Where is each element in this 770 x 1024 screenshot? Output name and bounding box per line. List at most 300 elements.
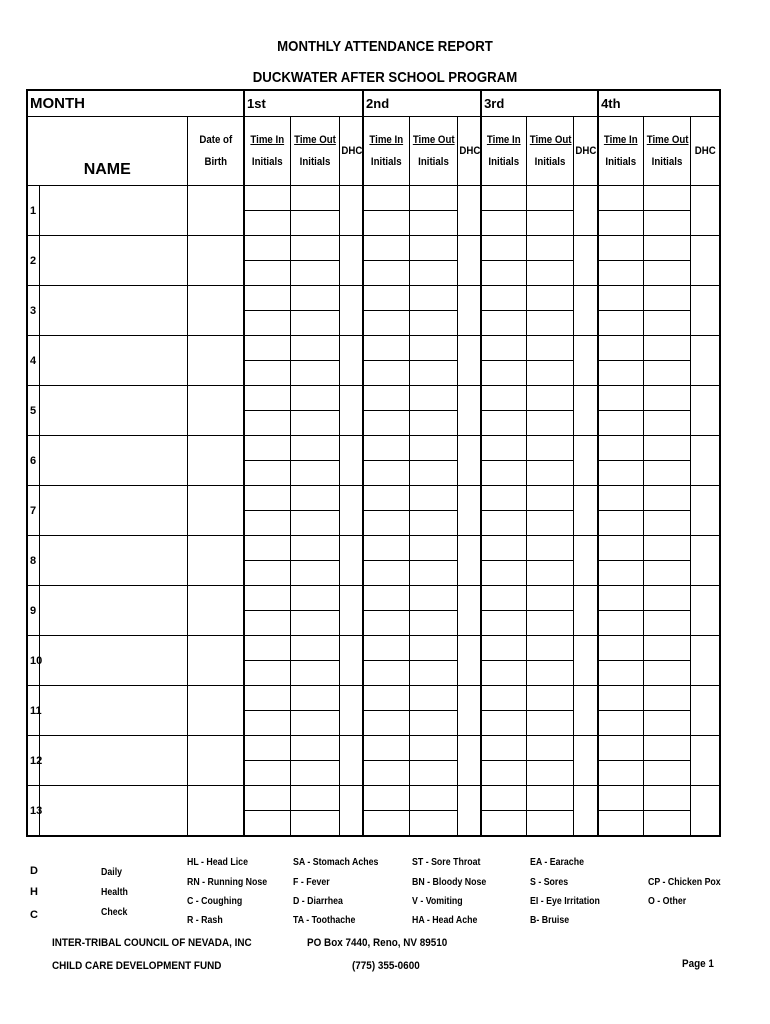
week-3-time-in-initials-field[interactable] [481,311,526,336]
week-1-time-out-initials-field[interactable] [290,261,339,286]
week-3-time-in-initials-field[interactable] [481,611,526,636]
week-4-dhc-field[interactable] [690,386,720,436]
student-name-field[interactable] [39,286,187,336]
week-1-time-out-initials-field[interactable] [290,661,339,686]
week-1-time-out-initials-field[interactable] [290,811,339,837]
week-2-time-in-initials-field[interactable] [363,311,409,336]
week-2-time-out-field[interactable] [409,636,457,661]
week-1-dhc-field[interactable] [339,186,363,236]
week-4-time-out-field[interactable] [643,586,690,611]
week-1-time-out-field[interactable] [290,286,339,311]
week-2-time-out-initials-field[interactable] [409,311,457,336]
week-1-time-out-initials-field[interactable] [290,411,339,436]
week-1-time-in-field[interactable] [244,436,290,461]
week-2-time-in-initials-field[interactable] [363,361,409,386]
week-1-time-in-field[interactable] [244,536,290,561]
week-3-time-in-field[interactable] [481,786,526,811]
week-2-dhc-field[interactable] [457,286,481,336]
week-4-time-in-initials-field[interactable] [598,461,643,486]
week-1-time-in-field[interactable] [244,636,290,661]
week-2-time-out-initials-field[interactable] [409,511,457,536]
week-2-time-in-field[interactable] [363,436,409,461]
week-1-time-in-field[interactable] [244,486,290,511]
row-number: 9 [27,586,39,636]
week-4-time-out-initials-field[interactable] [643,311,690,336]
week-2-time-in-initials-field[interactable] [363,511,409,536]
week-2-time-in-initials-field[interactable] [363,611,409,636]
week-2-time-in-header [363,117,409,186]
week-3-dhc-field[interactable] [573,786,598,837]
week-1-time-out-initials-field[interactable] [290,611,339,636]
week-2-time-in-field[interactable] [363,686,409,711]
week-2-time-in-field[interactable] [363,536,409,561]
week-2-time-out-initials-field[interactable] [409,461,457,486]
week-2-time-out-field[interactable] [409,236,457,261]
week-3-time-out-initials-field[interactable] [526,661,573,686]
week-2-time-in-field[interactable] [363,386,409,411]
week-3-time-in-initials-field[interactable] [481,461,526,486]
week-2-time-out-initials-field[interactable] [409,761,457,786]
week-3-time-out-field[interactable] [526,286,573,311]
student-name-field[interactable] [39,636,187,686]
week-4-time-out-initials-field[interactable] [643,711,690,736]
week-4-time-in-initials-field[interactable] [598,511,643,536]
week-3-time-in-field[interactable] [481,636,526,661]
week-4-dhc-field[interactable] [690,686,720,736]
week-4-time-out-field[interactable] [643,686,690,711]
week-1-time-in-initials-field[interactable] [244,661,290,686]
week-1-dhc-field[interactable] [339,786,363,837]
week-1-time-out-field[interactable] [290,636,339,661]
week-3-dhc-field[interactable] [573,336,598,386]
week-4-time-out-field[interactable] [643,186,690,211]
week-1-time-in-field[interactable] [244,736,290,761]
week-4-time-out-initials-field[interactable] [643,661,690,686]
week-4-time-out-field[interactable] [643,636,690,661]
week-3-time-out-initials-field[interactable] [526,311,573,336]
week-1-time-in-initials-field[interactable] [244,211,290,236]
week-3-time-in-field[interactable] [481,386,526,411]
week-1-dhc-field[interactable] [339,336,363,386]
week-2-time-out-field[interactable] [409,386,457,411]
week-4-time-out-initials-field[interactable] [643,761,690,786]
week-3-time-out-field[interactable] [526,436,573,461]
week-3-time-in-field[interactable] [481,486,526,511]
week-2-time-out-field[interactable] [409,436,457,461]
week-1-time-out-field[interactable] [290,586,339,611]
dob-header [187,117,244,186]
birth-date-field[interactable] [187,236,244,286]
week-1-time-out-initials-field[interactable] [290,561,339,586]
week-3-time-out-field[interactable] [526,386,573,411]
week-3-time-in-field[interactable] [481,736,526,761]
birth-date-field[interactable] [187,486,244,536]
week-4-time-in-field[interactable] [598,436,643,461]
week-1-dhc-field[interactable] [339,436,363,486]
week-4-time-in-field[interactable] [598,536,643,561]
week-3-time-in-field[interactable] [481,436,526,461]
week-2-dhc-field[interactable] [457,786,481,837]
week-4-time-in-initials-field[interactable] [598,261,643,286]
week-1-dhc-field[interactable] [339,486,363,536]
week-2-time-out-initials-field[interactable] [409,711,457,736]
week-3-time-out-initials-field[interactable] [526,511,573,536]
student-name-field[interactable] [39,536,187,586]
week-3-time-in-initials-field[interactable] [481,511,526,536]
birth-date-field[interactable] [187,586,244,636]
week-3-time-out-initials-field[interactable] [526,261,573,286]
week-2-dhc-field[interactable] [457,536,481,586]
week-2-time-out-field[interactable] [409,486,457,511]
birth-date-field[interactable] [187,186,244,236]
week-4-time-out-field[interactable] [643,386,690,411]
week-1-time-out-initials-field[interactable] [290,761,339,786]
week-1-time-out-field[interactable] [290,736,339,761]
week-2-time-out-field[interactable] [409,586,457,611]
week-2-time-out-field[interactable] [409,686,457,711]
student-name-field[interactable] [39,736,187,786]
week-4-dhc-field[interactable] [690,786,720,837]
week-4-time-out-field[interactable] [643,786,690,811]
week-1-dhc-field[interactable] [339,636,363,686]
week-3-time-out-field[interactable] [526,786,573,811]
week-1-time-in-field[interactable] [244,336,290,361]
week-1-time-in-initials-field[interactable] [244,611,290,636]
student-name-field[interactable] [39,586,187,636]
week-2-time-out-field[interactable] [409,536,457,561]
week-4-time-in-field[interactable] [598,186,643,211]
week-4-time-in-initials-field[interactable] [598,711,643,736]
week-2-dhc-field[interactable] [457,586,481,636]
week-2-dhc-field[interactable] [457,486,481,536]
week-3-time-in-initials-field[interactable] [481,411,526,436]
week-4-time-out-initials-field[interactable] [643,411,690,436]
week-1-time-out-field[interactable] [290,536,339,561]
week-4-dhc-field[interactable] [690,436,720,486]
week-2-time-out-initials-field[interactable] [409,611,457,636]
week-2-time-in-initials-field[interactable] [363,261,409,286]
week-4-dhc-field[interactable] [690,486,720,536]
week-3-time-out-field[interactable] [526,636,573,661]
week-3-dhc-field[interactable] [573,236,598,286]
week-4-dhc-field[interactable] [690,636,720,686]
week-4-dhc-field[interactable] [690,586,720,636]
week-4-time-in-field[interactable] [598,586,643,611]
week-1-time-in-initials-field[interactable] [244,361,290,386]
week-3-time-in-field[interactable] [481,536,526,561]
week-2-time-in-initials-field[interactable] [363,561,409,586]
week-2-dhc-field[interactable] [457,686,481,736]
row-number: 4 [27,336,39,386]
student-name-field[interactable] [39,236,187,286]
week-2-time-out-initials-field[interactable] [409,261,457,286]
week-3-time-out-initials-field[interactable] [526,611,573,636]
week-3-time-in-field[interactable] [481,586,526,611]
week-3-time-out-field[interactable] [526,536,573,561]
week-1-time-out-field[interactable] [290,336,339,361]
initials-label: Initials [488,156,520,168]
week-4-time-out-initials-field[interactable] [643,461,690,486]
week-1-dhc-field[interactable] [339,236,363,286]
week-1-dhc-field[interactable] [339,686,363,736]
week-4-time-in-field[interactable] [598,236,643,261]
week-2-time-out-header [409,117,457,186]
week-3-dhc-field[interactable] [573,186,598,236]
week-4-dhc-field[interactable] [690,286,720,336]
week-4-time-in-initials-field[interactable] [598,361,643,386]
week-1-time-out-initials-field[interactable] [290,211,339,236]
student-name-field[interactable] [39,336,187,386]
student-name-field[interactable] [39,486,187,536]
week-3-dhc-field[interactable] [573,636,598,686]
week-2-time-in-field[interactable] [363,586,409,611]
week-2-dhc-field[interactable] [457,186,481,236]
week-2-time-in-initials-field[interactable] [363,711,409,736]
week-4-time-out-field[interactable] [643,236,690,261]
week-2-dhc-field[interactable] [457,336,481,386]
week-4-time-in-initials-field[interactable] [598,611,643,636]
week-2-dhc-field[interactable] [457,636,481,686]
week-4-dhc-field[interactable] [690,336,720,386]
birth-date-field[interactable] [187,686,244,736]
week-3-time-out-field[interactable] [526,186,573,211]
week-2-time-in-initials-field[interactable] [363,761,409,786]
week-3-time-out-initials-field[interactable] [526,761,573,786]
week-4-time-in-field[interactable] [598,786,643,811]
week-4-time-out-field[interactable] [643,336,690,361]
week-3-time-out-header [526,117,573,186]
week-1-time-in-initials-field[interactable] [244,311,290,336]
week-1-header: 1st [244,90,363,117]
week-1-time-out-field[interactable] [290,786,339,811]
week-1-time-out-initials-field[interactable] [290,311,339,336]
week-3-time-in-initials-field[interactable] [481,211,526,236]
week-2-time-in-initials-field[interactable] [363,811,409,837]
birth-date-field[interactable] [187,286,244,336]
week-4-time-in-field[interactable] [598,386,643,411]
birth-date-field[interactable] [187,336,244,386]
week-3-time-out-field[interactable] [526,736,573,761]
week-4-time-out-field[interactable] [643,486,690,511]
week-1-time-out-initials-field[interactable] [290,711,339,736]
week-1-time-in-initials-field[interactable] [244,511,290,536]
week-2-dhc-field[interactable] [457,736,481,786]
week-4-time-in-field[interactable] [598,736,643,761]
week-3-time-out-field[interactable] [526,486,573,511]
week-4-time-in-initials-field[interactable] [598,561,643,586]
student-row [27,386,720,411]
week-4-time-out-initials-field[interactable] [643,211,690,236]
week-4-time-in-initials-field[interactable] [598,761,643,786]
week-4-time-in-field[interactable] [598,636,643,661]
week-4-time-out-initials-field[interactable] [643,261,690,286]
week-1-time-in-field[interactable] [244,386,290,411]
row-number: 1 [27,186,39,236]
week-2-time-out-initials-field[interactable] [409,661,457,686]
week-2-dhc-field[interactable] [457,236,481,286]
week-1-time-in-field[interactable] [244,786,290,811]
week-3-time-in-field[interactable] [481,236,526,261]
week-1-time-out-field[interactable] [290,686,339,711]
week-2-time-in-initials-field[interactable] [363,411,409,436]
week-4-time-in-initials-field[interactable] [598,311,643,336]
week-2-time-in-initials-field[interactable] [363,661,409,686]
week-1-dhc-field[interactable] [339,586,363,636]
week-4-dhc-field[interactable] [690,536,720,586]
week-4-time-out-initials-field[interactable] [643,811,690,837]
week-3-time-in-field[interactable] [481,336,526,361]
birth-date-field[interactable] [187,386,244,436]
week-1-time-out-initials-field[interactable] [290,511,339,536]
week-4-time-in-initials-field[interactable] [598,411,643,436]
week-4-dhc-field[interactable] [690,236,720,286]
week-3-time-out-initials-field[interactable] [526,211,573,236]
week-3-time-out-initials-field[interactable] [526,461,573,486]
week-2-time-out-initials-field[interactable] [409,411,457,436]
week-2-time-out-field[interactable] [409,186,457,211]
week-1-time-in-initials-field[interactable] [244,561,290,586]
week-3-dhc-field[interactable] [573,586,598,636]
week-1-time-out-field[interactable] [290,386,339,411]
week-3-time-out-field[interactable] [526,686,573,711]
week-4-time-out-initials-field[interactable] [643,511,690,536]
week-2-time-out-field[interactable] [409,336,457,361]
week-2-time-out-initials-field[interactable] [409,211,457,236]
week-3-time-in-initials-field[interactable] [481,561,526,586]
student-name-field[interactable] [39,786,187,837]
student-name-field[interactable] [39,386,187,436]
week-3-time-out-initials-field[interactable] [526,411,573,436]
week-4-time-out-initials-field[interactable] [643,611,690,636]
week-1-time-in-field[interactable] [244,286,290,311]
week-1-time-in-field[interactable] [244,236,290,261]
birth-date-field[interactable] [187,536,244,586]
week-1-time-out-field[interactable] [290,236,339,261]
week-1-time-out-header [290,117,339,186]
week-1-dhc-field[interactable] [339,536,363,586]
week-4-time-in-initials-field[interactable] [598,211,643,236]
week-4-time-out-initials-field[interactable] [643,361,690,386]
week-4-time-in-field[interactable] [598,686,643,711]
week-3-time-in-field[interactable] [481,186,526,211]
week-1-time-out-initials-field[interactable] [290,361,339,386]
week-4-time-in-initials-field[interactable] [598,661,643,686]
week-2-time-in-field[interactable] [363,736,409,761]
week-2-time-in-field[interactable] [363,786,409,811]
dhc-letter: D [30,865,38,877]
week-2-time-in-field[interactable] [363,486,409,511]
week-2-time-in-initials-field[interactable] [363,211,409,236]
week-1-time-out-field[interactable] [290,436,339,461]
week-3-time-out-field[interactable] [526,586,573,611]
birth-date-field[interactable] [187,786,244,837]
week-1-time-in-initials-field[interactable] [244,461,290,486]
week-2-time-out-field[interactable] [409,786,457,811]
week-1-time-out-field[interactable] [290,486,339,511]
week-4-dhc-field[interactable] [690,186,720,236]
week-3-dhc-field[interactable] [573,436,598,486]
week-2-time-out-initials-field[interactable] [409,361,457,386]
student-name-field[interactable] [39,436,187,486]
student-name-field[interactable] [39,186,187,236]
week-3-time-in-initials-field[interactable] [481,711,526,736]
week-3-dhc-field[interactable] [573,536,598,586]
week-1-time-in-field[interactable] [244,186,290,211]
week-4-time-out-initials-field[interactable] [643,561,690,586]
week-3-time-out-initials-field[interactable] [526,711,573,736]
week-2-time-in-field[interactable] [363,236,409,261]
week-3-time-in-initials-field[interactable] [481,361,526,386]
week-4-dhc-field[interactable] [690,736,720,786]
week-4-time-in-field[interactable] [598,486,643,511]
week-3-dhc-field[interactable] [573,286,598,336]
row-number: 10 [27,636,39,686]
week-2-time-out-field[interactable] [409,736,457,761]
week-2-time-out-initials-field[interactable] [409,811,457,837]
week-3-time-out-initials-field[interactable] [526,361,573,386]
student-name-field[interactable] [39,686,187,736]
week-3-time-out-field[interactable] [526,236,573,261]
week-3-time-in-initials-field[interactable] [481,261,526,286]
week-2-dhc-field[interactable] [457,436,481,486]
birth-date-field[interactable] [187,436,244,486]
week-3-dhc-field[interactable] [573,686,598,736]
week-2-time-out-initials-field[interactable] [409,561,457,586]
initials-label: Initials [299,156,330,168]
week-1-time-in-field[interactable] [244,686,290,711]
week-1-time-in-initials-field[interactable] [244,411,290,436]
week-1-dhc-field[interactable] [339,386,363,436]
week-2-dhc-field[interactable] [457,386,481,436]
week-2-time-in-field[interactable] [363,336,409,361]
week-3-time-in-field[interactable] [481,286,526,311]
week-1-time-out-field[interactable] [290,186,339,211]
week-3-time-in-field[interactable] [481,686,526,711]
week-3-time-out-initials-field[interactable] [526,811,573,837]
birth-date-field[interactable] [187,736,244,786]
week-1-time-in-field[interactable] [244,586,290,611]
birth-date-field[interactable] [187,636,244,686]
week-2-time-in-field[interactable] [363,186,409,211]
week-3-time-out-initials-field[interactable] [526,561,573,586]
week-1-time-in-initials-field[interactable] [244,811,290,837]
week-3-time-out-field[interactable] [526,336,573,361]
week-2-time-in-field[interactable] [363,286,409,311]
week-3-dhc-field[interactable] [573,486,598,536]
week-2-time-out-field[interactable] [409,286,457,311]
week-3-dhc-field[interactable] [573,386,598,436]
week-4-time-out-field[interactable] [643,436,690,461]
week-1-dhc-field[interactable] [339,286,363,336]
week-1-time-out-initials-field[interactable] [290,461,339,486]
week-3-time-in-initials-field[interactable] [481,661,526,686]
week-4-time-in-field[interactable] [598,286,643,311]
week-4-time-in-field[interactable] [598,336,643,361]
week-3-time-in-initials-field[interactable] [481,761,526,786]
week-4-time-out-field[interactable] [643,286,690,311]
week-4-time-out-field[interactable] [643,536,690,561]
week-4-time-out-field[interactable] [643,736,690,761]
week-2-time-in-initials-field[interactable] [363,461,409,486]
week-1-time-in-initials-field[interactable] [244,761,290,786]
week-1-time-in-initials-field[interactable] [244,711,290,736]
week-4-time-in-initials-field[interactable] [598,811,643,837]
week-1-time-in-initials-field[interactable] [244,261,290,286]
week-3-time-in-initials-field[interactable] [481,811,526,837]
week-1-dhc-field[interactable] [339,736,363,786]
week-3-dhc-field[interactable] [573,736,598,786]
week-2-time-in-field[interactable] [363,636,409,661]
